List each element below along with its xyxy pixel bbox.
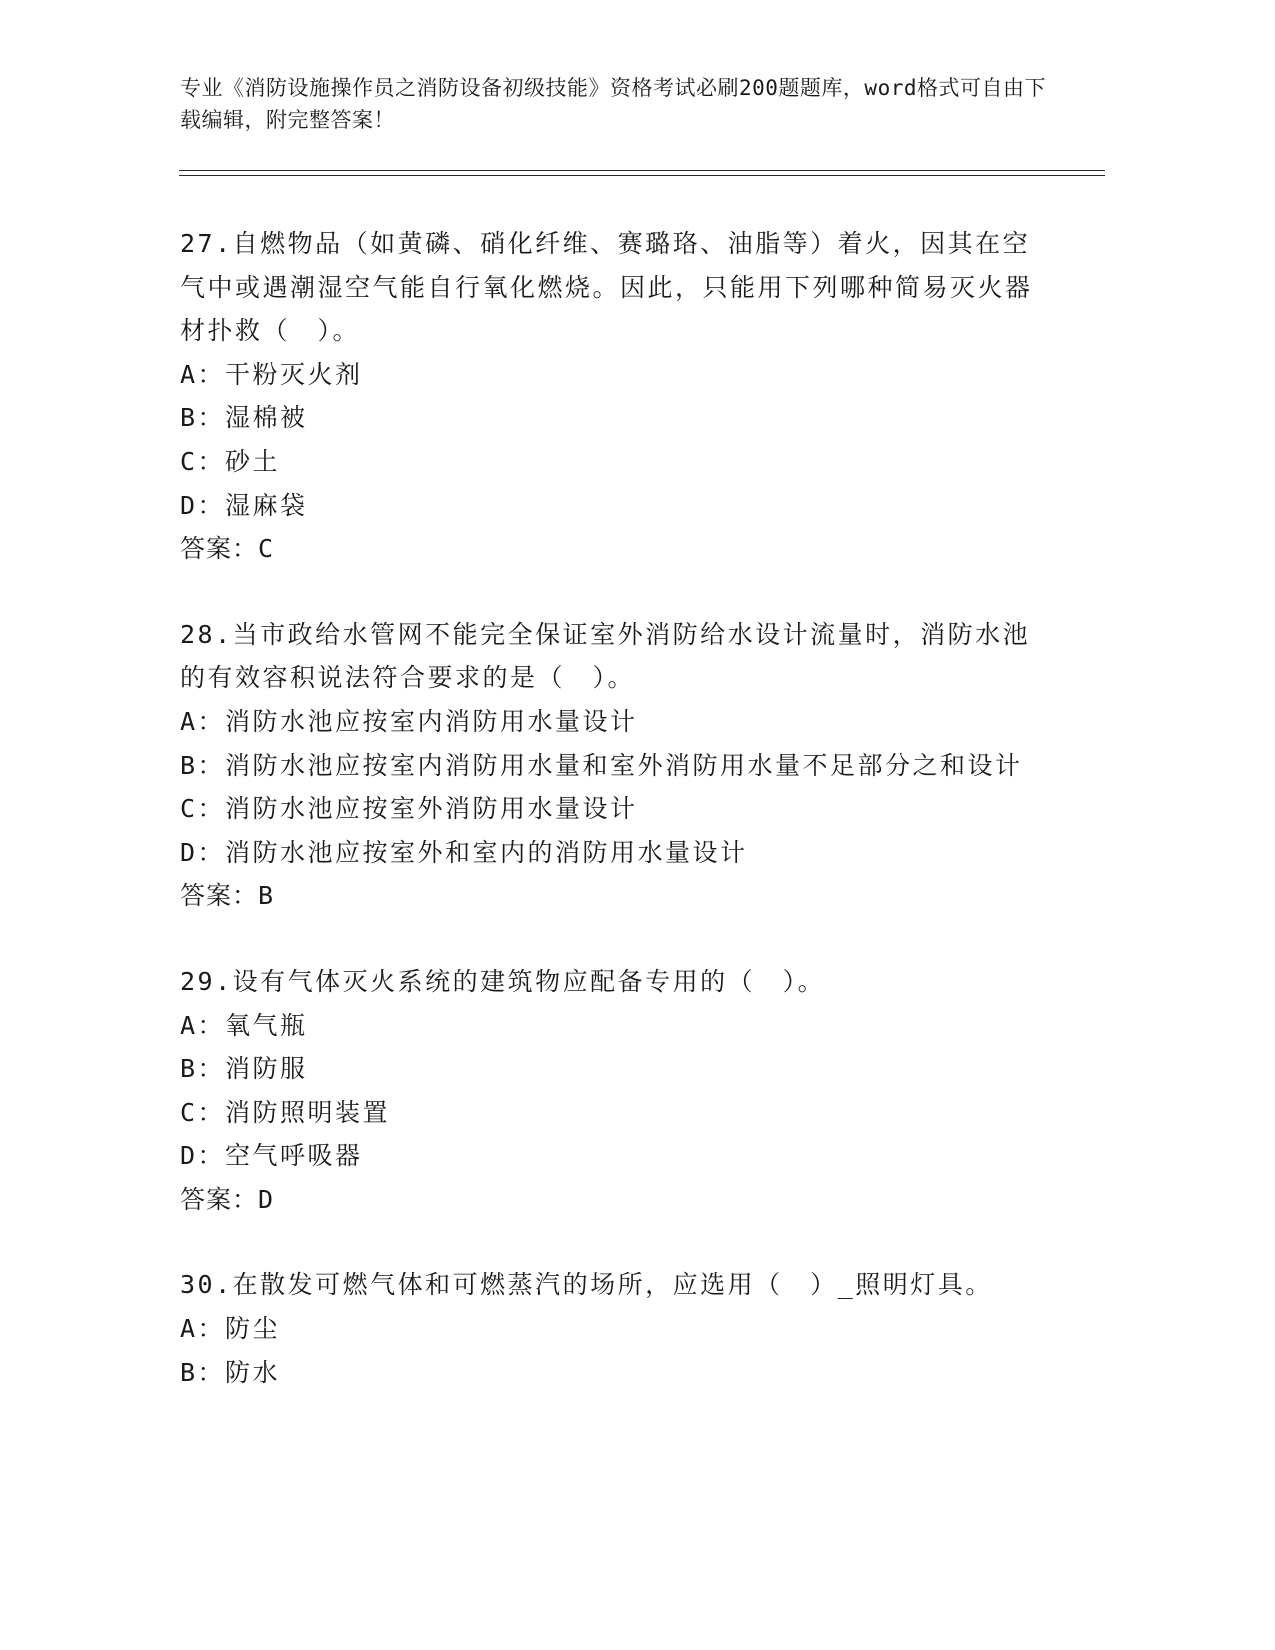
question-stem: 30.在散发可燃气体和可燃蒸汽的场所，应选用（ ）_照明灯具。: [180, 1270, 993, 1300]
question-28: [180, 613, 1050, 918]
option-d: D：空气呼吸器: [180, 1141, 363, 1171]
question-30: [180, 1263, 1050, 1394]
option-b: B：防水: [180, 1357, 281, 1387]
answer-line: 答案：C: [180, 534, 275, 564]
question-27: [180, 222, 1050, 571]
option-d: D：消防水池应按室外和室内的消防用水量设计: [180, 837, 748, 867]
answer-line: 答案：D: [180, 1184, 275, 1214]
option-a: A：氧气瓶: [180, 1010, 308, 1040]
question-stem: 28.当市政给水管网不能完全保证室外消防给水设计流量时，消防水池的有效容积说法符合要求的是（ ）。: [180, 619, 1031, 693]
header-divider-top: [179, 170, 1105, 171]
option-a: A：干粉灭火剂: [180, 359, 363, 389]
document-header: 专业《消防设施操作员之消防设备初级技能》资格考试必刷200题题库，word格式可自由下载编辑，附完整答案！: [180, 76, 1046, 132]
option-b: B：消防水池应按室内消防用水量和室外消防用水量不足部分之和设计: [180, 750, 1023, 780]
question-stem: 29.设有气体灭火系统的建筑物应配备专用的（ ）。: [180, 966, 826, 996]
option-c: C：消防照明装置: [180, 1097, 391, 1127]
question-list: [180, 222, 1050, 1436]
answer-line: 答案：B: [180, 881, 275, 911]
option-b: B：消防服: [180, 1054, 308, 1084]
option-d: D：湿麻袋: [180, 490, 308, 520]
question-stem: 27.自燃物品（如黄磷、硝化纤维、赛璐珞、油脂等）着火，因其在空气中或遇潮湿空气能自行氧化燃烧。因此，只能用下列哪种简易灭火器材扑救（ ）。: [180, 229, 1033, 346]
question-29: [180, 960, 1050, 1222]
header-divider-bottom: [179, 175, 1105, 176]
option-a: A：防尘: [180, 1314, 281, 1344]
option-a: A：消防水池应按室内消防用水量设计: [180, 706, 638, 736]
option-b: B：湿棉被: [180, 403, 308, 433]
option-c: C：砂土: [180, 446, 281, 476]
option-c: C：消防水池应按室外消防用水量设计: [180, 794, 638, 824]
